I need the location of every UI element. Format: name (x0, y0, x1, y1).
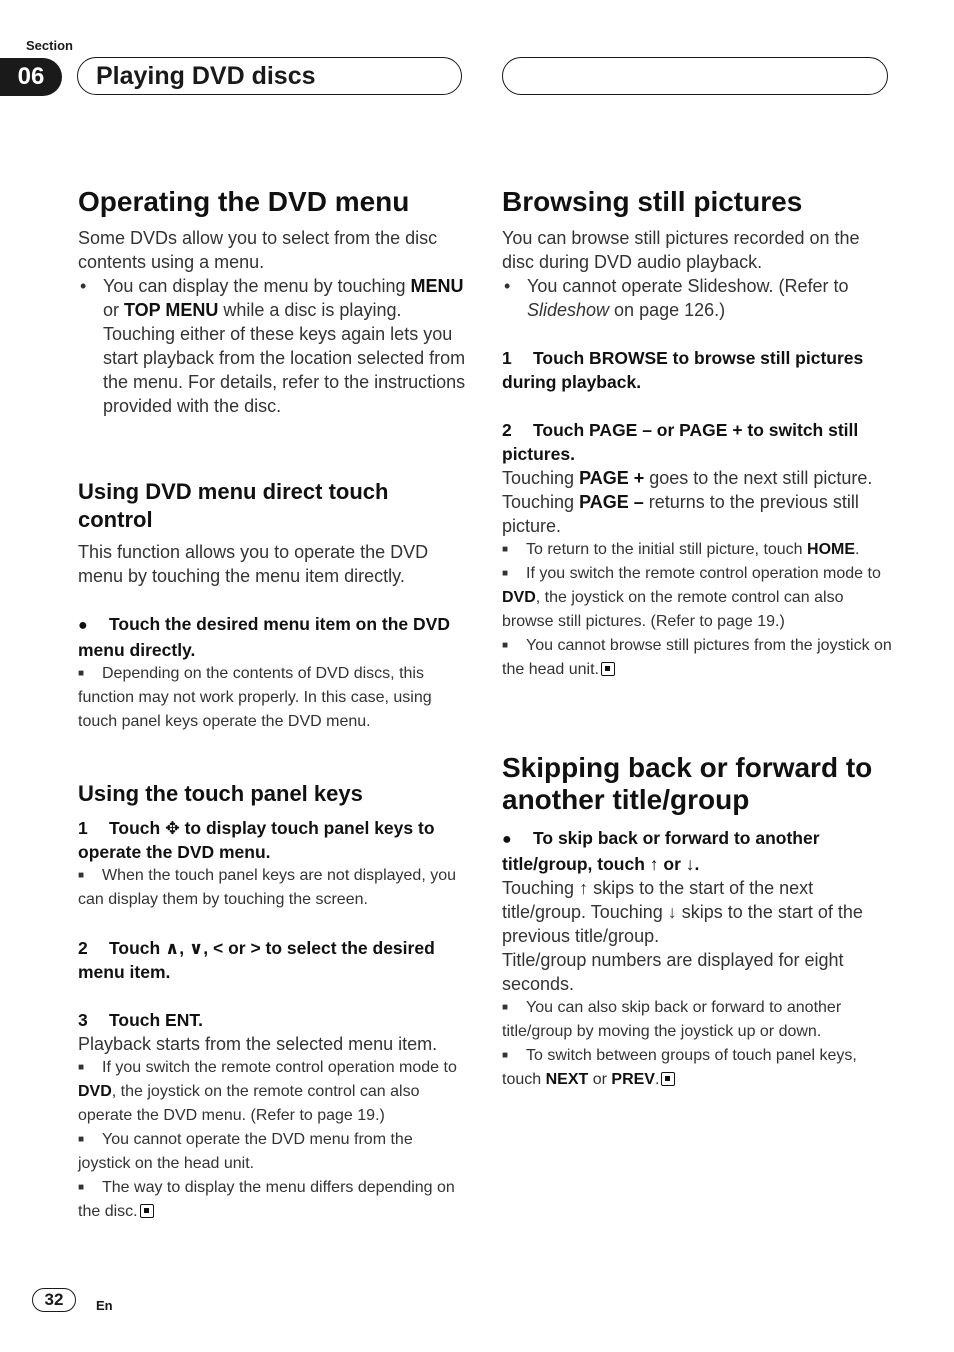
text: You cannot operate Slideshow. (Refer to (527, 276, 849, 296)
text: or (588, 1071, 612, 1088)
text: to select the desired menu item. (78, 938, 435, 982)
text: , (203, 938, 213, 958)
note-skip-joystick (502, 996, 892, 1044)
text: Touch BROWSE to browse still pictures during playback. (502, 348, 864, 392)
square-bullet-icon: ■ (78, 1062, 85, 1073)
key-home: HOME (807, 541, 856, 558)
square-bullet-icon: ■ (502, 1050, 509, 1061)
key-top-menu: TOP MENU (124, 300, 219, 320)
heading-browsing-still-pictures: Browsing still pictures (502, 186, 803, 217)
text: You cannot operate the DVD menu from the joystick on the head unit. (78, 1131, 413, 1172)
text: To switch between groups of touch panel keys, touch (502, 1047, 857, 1088)
page-number: 32 (32, 1288, 76, 1312)
text: You can also skip back or forward to another title/group by moving the joystick up or down. (502, 999, 842, 1040)
text: Touching (502, 492, 580, 512)
step-number: 1 (78, 818, 88, 838)
text: or (223, 938, 251, 958)
move-icon: ✥ (165, 818, 180, 838)
language-label: En (96, 1298, 113, 1313)
text: You can display the menu by touching (103, 276, 411, 296)
text: , the joystick on the remote control can also browse still pictures. (Refer to page 19.) (502, 589, 844, 630)
heading-skipping: Skipping back or forward to another title/group (502, 752, 873, 815)
text: , (179, 938, 190, 958)
end-mark-icon (661, 1072, 675, 1086)
chevron-down-icon: ∨ (189, 938, 204, 958)
text: Touch (109, 938, 166, 958)
key-dvd: DVD (502, 589, 536, 606)
step-3-keys (78, 1008, 468, 1032)
note-switch-groups (502, 1044, 892, 1092)
text: , the joystick on the remote control can also operate the DVD menu. (Refer to page 19.) (78, 1083, 420, 1124)
text: or (103, 300, 125, 320)
step-2-page (502, 418, 892, 466)
text: or (658, 854, 686, 874)
square-bullet-icon: ■ (502, 640, 509, 651)
text: skips to the start of the next title/group. Touching (502, 878, 814, 922)
end-mark-icon (601, 662, 615, 676)
section-title-text: Playing DVD discs (96, 61, 316, 90)
step-2-keys (78, 936, 468, 984)
arrow-down-icon: ↓ (667, 902, 677, 922)
bullet-dot: • (80, 276, 87, 296)
bullet-slideshow (502, 274, 892, 322)
text: Touch the desired menu item on the DVD menu directly. (78, 614, 450, 660)
text: To return to the initial still picture, touch (526, 541, 808, 558)
square-bullet-icon: ■ (502, 1002, 509, 1013)
heading-operating-dvd-menu: Operating the DVD menu (78, 186, 410, 217)
circle-bullet-icon: ● (502, 831, 512, 848)
arrow-down-icon: ↓ (685, 854, 695, 874)
skip-paragraph-2: Title/group numbers are displayed for eight seconds. (502, 950, 844, 994)
note-remote (78, 1056, 468, 1128)
intro-paragraph: Some DVDs allow you to select from the disc contents using a menu. (78, 228, 438, 272)
text: Touch PAGE – or PAGE + to switch still pictures. (502, 420, 859, 464)
italic-slideshow: Slideshow (527, 300, 610, 320)
note-menu-differs (78, 1176, 468, 1224)
text: . (654, 1071, 660, 1088)
browse-paragraph: You can browse still pictures recorded on the disc during DVD audio playback. (502, 228, 860, 272)
text: Touch (109, 818, 166, 838)
heading-touch-panel-keys: Using the touch panel keys (78, 781, 363, 806)
text: while a disc is playing. Touching either of these keys again lets you start playback from the location selected from the menu. For details, refer to the instructions provided with the disc. (103, 300, 466, 416)
end-mark-icon (140, 1204, 154, 1218)
text: Touch ENT. (109, 1010, 203, 1030)
chevron-up-icon: ∧ (165, 938, 180, 958)
square-bullet-icon: ■ (78, 668, 85, 679)
bullet-dot: • (504, 276, 511, 296)
key-dvd: DVD (78, 1083, 112, 1100)
step-skip (502, 826, 892, 876)
note-step-1 (78, 864, 468, 912)
text: skips to the start of the previous title/group. (502, 902, 863, 946)
text: You cannot browse still pictures from the joystick on the head unit. (502, 637, 892, 678)
step-number: 3 (78, 1010, 88, 1030)
text: returns to the previous still picture. (502, 492, 859, 536)
text: To skip back or forward to another title/group, touch (502, 828, 820, 874)
skip-paragraph-1 (502, 876, 892, 948)
chevron-right-icon: > (250, 938, 261, 958)
key-prev: PREV (611, 1071, 655, 1088)
circle-bullet-icon: ● (78, 617, 88, 634)
step-direct (78, 612, 468, 662)
section-number: 06 (0, 58, 62, 96)
step-1-keys (78, 816, 468, 864)
note-joystick-browse (502, 634, 892, 682)
text: Depending on the contents of DVD discs, this function may not work properly. In this case, using touch panel keys operate the DVD menu. (78, 665, 432, 730)
step-3-paragraph: Playback starts from the selected menu item. (78, 1034, 438, 1054)
text: on page 126.) (609, 300, 726, 320)
step-1-browse (502, 346, 892, 394)
section-title (77, 57, 462, 95)
direct-paragraph: This function allows you to operate the DVD menu by touching the menu item directly. (78, 542, 429, 586)
key-menu: MENU (410, 276, 464, 296)
step-number: 2 (502, 420, 512, 440)
bullet-menu (78, 274, 468, 418)
arrow-up-icon: ↑ (649, 854, 659, 874)
page-minus-paragraph (502, 490, 892, 538)
note-remote-browse (502, 562, 892, 634)
text: When the touch panel keys are not displayed, you can display them by touching the screen. (78, 867, 456, 908)
square-bullet-icon: ■ (78, 1182, 85, 1193)
note-home (502, 538, 892, 562)
text: to display touch panel keys to operate the DVD menu. (78, 818, 435, 862)
section-title-box-empty (502, 57, 888, 95)
square-bullet-icon: ■ (502, 568, 509, 579)
text: . (694, 854, 700, 874)
section-label: Section (26, 38, 73, 53)
key-page-minus: PAGE – (579, 492, 644, 512)
key-page-plus: PAGE + (579, 468, 645, 488)
chevron-left-icon: < (212, 938, 224, 958)
note-joystick (78, 1128, 468, 1176)
left-column (78, 186, 468, 1224)
square-bullet-icon: ■ (78, 1134, 85, 1145)
text: goes to the next still picture. (644, 468, 873, 488)
arrow-up-icon: ↑ (579, 878, 589, 898)
step-number: 1 (502, 348, 512, 368)
text: The way to display the menu differs depending on the disc. (78, 1179, 455, 1220)
square-bullet-icon: ■ (502, 544, 509, 555)
text: Touching (502, 878, 580, 898)
heading-direct-touch: Using DVD menu direct touch control (78, 479, 389, 532)
text: If you switch the remote control operation mode to (102, 1059, 457, 1076)
text: Touching (502, 468, 580, 488)
square-bullet-icon: ■ (78, 870, 85, 881)
text: . (855, 541, 860, 558)
page-plus-paragraph (502, 466, 892, 490)
note-direct (78, 662, 468, 734)
key-next: NEXT (545, 1071, 589, 1088)
text: If you switch the remote control operation mode to (526, 565, 881, 582)
step-number: 2 (78, 938, 88, 958)
right-column (502, 186, 892, 1092)
